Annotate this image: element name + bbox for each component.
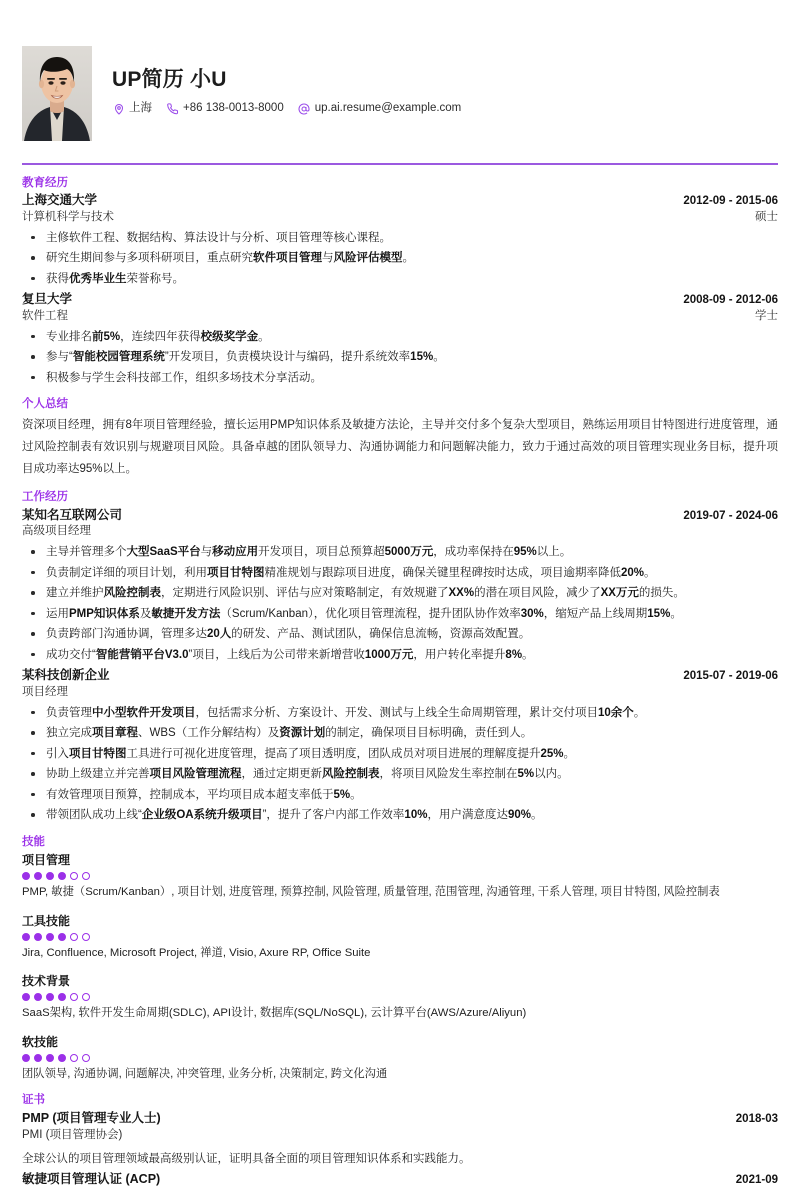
section-title-certificates: 证书: [22, 1094, 45, 1107]
skill-dot-filled: [34, 1054, 42, 1062]
skill-level-dots: [22, 1054, 778, 1062]
bullet-text: 负责制定详细的项目计划，利用: [46, 566, 207, 579]
skill-level-dots: [22, 933, 778, 941]
skill-dot-filled: [22, 993, 30, 1001]
work-bullets: [22, 703, 778, 826]
skill-dot-empty: [82, 993, 90, 1001]
skill-dot-filled: [58, 1054, 66, 1062]
skill-group: [22, 1033, 778, 1084]
education-date: 2008-09 - 2012-06: [683, 294, 778, 307]
bullet-item: [22, 347, 778, 367]
bullet-emphasis: 10余个: [598, 706, 634, 719]
education-degree: 学士: [755, 310, 778, 322]
section-work: [22, 490, 778, 826]
skill-groups: [22, 851, 778, 1083]
bullet-item: [22, 723, 778, 743]
certificate-entries: [22, 1110, 778, 1188]
education-school: 复旦大学: [22, 292, 73, 307]
skill-items-text: SaaS架构, 软件开发生命周期(SDLC), API设计, 数据库(SQL/NoSQL), 云计算平台(AWS/Azure/Aliyun): [22, 1007, 527, 1020]
education-entry-head: [22, 291, 778, 309]
bullet-text: 协助上级建立并完善: [46, 768, 150, 781]
education-bullets: [22, 228, 778, 289]
skill-dot-filled: [22, 1054, 30, 1062]
bullet-emphasis: XX万元: [600, 587, 639, 600]
bullet-emphasis: 5000万元: [384, 546, 434, 559]
work-entry: [22, 667, 778, 826]
work-entries: [22, 507, 778, 826]
bullet-text: 成功交付“: [46, 648, 96, 661]
bullet-text: （Scrum/Kanban），优化项目管理流程，提升团队协作效率: [220, 607, 521, 620]
bullet-text: 引入: [46, 747, 69, 760]
education-school: 上海交通大学: [22, 193, 98, 208]
bullet-text: ，将项目风险发生率控制在: [379, 768, 518, 781]
bullet-emphasis: 智能营销平台V3.0: [95, 648, 189, 661]
skill-dot-empty: [70, 933, 78, 941]
skill-dot-filled: [46, 1054, 54, 1062]
work-company: 某知名互联网公司: [22, 507, 123, 522]
bullet-emphasis: XX%: [448, 587, 475, 600]
bullet-text: 。: [563, 747, 576, 760]
bullet-text: 的潜在项目风险，减少了: [474, 587, 601, 600]
skill-level-dots: [22, 872, 778, 880]
work-entry-sub: [22, 524, 778, 540]
bullet-emphasis: 15%: [647, 607, 671, 620]
bullet-item: [22, 228, 778, 248]
bullet-text: ，连续四年获得: [120, 330, 201, 343]
education-bullets: [22, 327, 778, 388]
bullet-text: 。: [433, 351, 445, 364]
bullet-emphasis: 优秀毕业生: [69, 272, 127, 285]
skill-group-name: 工具技能: [22, 913, 71, 928]
bullet-text: 精准规划与跟踪项目进度，确保关键里程碑按时达成，项目逾期率降低: [264, 566, 621, 579]
skill-dot-filled: [46, 872, 54, 880]
certificate-issuer: PMI (项目管理协会): [22, 1129, 123, 1142]
work-entry-head: [22, 667, 778, 685]
skill-dot-filled: [46, 993, 54, 1001]
skill-group: [22, 972, 778, 1023]
section-title-skills: 技能: [22, 835, 45, 848]
bullet-text: 的制定，确保项目目标明确，责任到人。: [325, 727, 533, 740]
education-entry-sub: [22, 210, 778, 226]
bullet-emphasis: 项目甘特图: [207, 566, 265, 579]
bullet-text: 。: [350, 788, 362, 801]
bullet-text: 以上。: [536, 546, 572, 559]
bullet-text: ，定期进行风险识别、评估与应对策略制定，有效规避了: [161, 587, 449, 600]
bullet-emphasis: 90%: [507, 809, 531, 822]
skill-group-name: 项目管理: [22, 853, 71, 868]
identity-block: [112, 67, 475, 119]
section-title-summary: 个人总结: [22, 398, 68, 411]
bullet-emphasis: 1000万元: [364, 648, 414, 661]
work-bullets: [22, 542, 778, 665]
bullet-text: 。: [633, 706, 646, 719]
bullet-text: 积极参与学生会科技部工作，组织多场技术分享活动。: [46, 371, 322, 384]
skill-dot-empty: [82, 872, 90, 880]
bullet-text: 专业排名: [46, 330, 92, 343]
skill-items-text: PMP, 敏捷（Scrum/Kanban）, 项目计划, 进度管理, 预算控制, 风险管理, 质量管理, 范围管理, 沟通管理, 干系人管理, 项目甘特图, 风险控制表: [22, 886, 720, 899]
certificate-name: PMP (项目管理专业人士): [22, 1110, 161, 1125]
education-date: 2012-09 - 2015-06: [683, 195, 778, 208]
bullet-item: [22, 563, 778, 583]
bullet-emphasis: 中小型软件开发项目: [92, 706, 196, 719]
section-title-work: 工作经历: [22, 491, 68, 504]
certificate-date: 2018-03: [735, 1112, 778, 1125]
education-major: 软件工程: [22, 310, 68, 322]
bullet-text: ，用户转化率提升: [413, 648, 506, 661]
skill-items-text: 团队领导, 沟通协调, 问题解决, 冲突管理, 业务分析, 决策制定, 跨文化沟通: [22, 1067, 388, 1080]
education-entry-sub: [22, 309, 778, 325]
bullet-item: [22, 269, 778, 289]
bullet-item: [22, 703, 778, 723]
bullet-text: 研究生期间参与多项科研项目，重点研究: [46, 252, 253, 265]
bullet-text: ”开发项目，负责模块设计与编码，提升系统效率: [164, 351, 411, 364]
bullet-emphasis: 8%: [505, 648, 523, 661]
bullet-text: 以内。: [534, 768, 569, 781]
contact-email: [298, 103, 462, 116]
header-divider: [22, 163, 778, 165]
bullet-emphasis: 前5%: [92, 330, 121, 343]
bullet-emphasis: 30%: [520, 607, 544, 620]
certificate-entry: [22, 1110, 778, 1169]
bullet-text: 。: [530, 809, 543, 822]
bullet-text: ，缩短产品上线周期: [543, 607, 648, 620]
resume-header: [22, 0, 778, 141]
bullet-emphasis: 项目章程: [92, 727, 138, 740]
bullet-item: [22, 604, 778, 624]
section-skills: [22, 835, 778, 1084]
bullet-item: [22, 583, 778, 603]
work-role: 高级项目经理: [22, 525, 91, 538]
bullet-emphasis: 大型SaaS平台: [126, 546, 201, 559]
bullet-emphasis: 20%: [621, 566, 645, 579]
certificate-name: 敏捷项目管理认证 (ACP): [22, 1171, 161, 1186]
bullet-text: 建立并维护: [46, 587, 104, 600]
work-date: 2015-07 - 2019-06: [683, 670, 778, 683]
work-entry-head: [22, 507, 778, 525]
education-entry: [22, 192, 778, 289]
skill-dot-filled: [34, 993, 42, 1001]
skill-items-text: Jira, Confluence, Microsoft Project, 禅道, Visio, Axure RP, Office Suite: [22, 946, 371, 959]
bullet-emphasis: 10%: [404, 809, 428, 822]
bullet-text: 荣誉称号。: [126, 272, 184, 285]
bullet-text: 有效管理项目预算，控制成本，平均项目成本超支率低于: [46, 788, 334, 801]
bullet-emphasis: 20人: [207, 628, 232, 641]
bullet-emphasis: 风险控制表: [322, 768, 380, 781]
skill-dot-filled: [22, 872, 30, 880]
skill-dot-filled: [46, 933, 54, 941]
bullet-text: 开发项目，项目总预算超: [258, 546, 385, 559]
bullet-text: 及: [139, 607, 152, 620]
skill-dot-filled: [34, 933, 42, 941]
bullet-emphasis: 敏捷开发方法: [151, 607, 221, 620]
bullet-emphasis: 智能校园管理系统: [72, 351, 165, 364]
bullet-text: 。: [522, 648, 534, 661]
bullet-item: [22, 624, 778, 644]
education-degree: 硕士: [755, 210, 778, 223]
bullet-emphasis: 资源计划: [279, 727, 326, 740]
bullet-item: [22, 744, 778, 764]
contact-location-text: 上海: [129, 102, 152, 115]
contact-phone-text: +86 138-0013-8000: [183, 102, 284, 115]
bullet-text: ，用户满意度达: [427, 809, 508, 822]
skill-dot-filled: [58, 872, 66, 880]
bullet-emphasis: 校级奖学金: [200, 330, 259, 343]
bullet-text: 的损失。: [638, 587, 685, 600]
section-title-education: 教育经历: [22, 176, 68, 189]
education-entry-head: [22, 192, 778, 210]
skill-dot-filled: [58, 933, 66, 941]
bullet-text: 负责管理: [46, 706, 92, 719]
section-summary: [22, 397, 778, 480]
contact-phone: [166, 103, 284, 116]
bullet-text: ”项目，上线后为公司带来新增营收: [188, 648, 365, 661]
page-title: UP简历 小U: [112, 68, 227, 92]
skill-dot-filled: [22, 933, 30, 941]
bullet-item: [22, 327, 778, 347]
bullet-text: 主导并管理多个: [46, 546, 127, 559]
certificate-description: 全球公认的项目管理领域最高级别认证，证明具备全面的项目管理知识体系和实践能力。: [22, 1153, 471, 1166]
bullet-text: 与: [322, 252, 334, 265]
skill-dot-empty: [82, 1054, 90, 1062]
education-entry: [22, 291, 778, 388]
work-entry-sub: [22, 685, 778, 701]
location-pin-icon: [112, 103, 125, 116]
skill-group-name: 软技能: [22, 1034, 59, 1049]
bullet-text: 。: [644, 566, 656, 579]
work-date: 2019-07 - 2024-06: [683, 509, 778, 522]
bullet-text: 运用: [46, 607, 69, 620]
at-sign-icon: [298, 103, 311, 116]
skill-dot-empty: [70, 1054, 78, 1062]
section-education: [22, 176, 778, 389]
bullet-item: [22, 368, 778, 388]
bullet-text: 、WBS（工作分解结构）及: [138, 727, 280, 740]
bullet-emphasis: 95%: [513, 546, 537, 559]
bullet-emphasis: 软件项目管理: [253, 252, 322, 265]
bullet-emphasis: 15%: [410, 351, 434, 364]
contact-list: [112, 103, 475, 116]
certificate-head: [22, 1171, 778, 1188]
bullet-text: 参与“: [46, 351, 73, 364]
bullet-emphasis: 风险控制表: [103, 587, 161, 600]
bullet-text: 。: [258, 330, 270, 343]
skill-group: [22, 912, 778, 963]
skill-group-name: 技术背景: [22, 974, 71, 989]
contact-location: [112, 103, 152, 116]
skill-dot-filled: [58, 993, 66, 1001]
bullet-text: ，成功率保持在: [433, 546, 514, 559]
bullet-emphasis: 风险评估模型: [333, 252, 403, 265]
bullet-item: [22, 764, 778, 784]
education-major: 计算机科学与技术: [22, 210, 114, 223]
bullet-emphasis: PMP知识体系: [69, 607, 140, 620]
skill-dot-empty: [82, 933, 90, 941]
bullet-text: ，通过定期更新: [241, 768, 322, 781]
contact-email-text: up.ai.resume@example.com: [314, 102, 462, 115]
bullet-item: [22, 785, 778, 805]
bullet-emphasis: 企业级OA系统升级项目: [141, 809, 263, 822]
section-certificates: [22, 1093, 778, 1188]
certificate-head: [22, 1110, 778, 1128]
bullet-text: 。: [670, 607, 682, 620]
bullet-text: 。: [402, 252, 414, 265]
skill-dot-filled: [34, 872, 42, 880]
bullet-text: 的研发、产品、测试团队，确保信息流畅，资源高效配置。: [231, 628, 531, 641]
bullet-text: ，包括需求分析、方案设计、开发、测试与上线全生命周期管理，累计交付项目: [195, 706, 598, 719]
skill-level-dots: [22, 993, 778, 1001]
bullet-item: [22, 248, 778, 268]
bullet-text: 独立完成: [46, 727, 92, 740]
bullet-emphasis: 项目甘特图: [69, 747, 127, 760]
work-company: 某科技创新企业: [22, 668, 110, 683]
skill-dot-empty: [70, 993, 78, 1001]
bullet-item: [22, 645, 778, 665]
summary-text: 资深项目经理，拥有8年项目管理经验，擅长运用PMP知识体系及敏捷方法论，主导并交付多个复杂大型项目，熟练运用项目甘特图进行进度管理，通过风险控制表有效识别与规避项目风险。具备卓越的团队领导力、沟通协调能力和问题解决能力，致力于通过高效的项目管理实现业务目标，提升项目成功率达95%以上。: [22, 418, 778, 475]
skill-group: [22, 851, 778, 902]
bullet-text: ”，提升了客户内部工作效率: [262, 809, 405, 822]
certificate-entry: [22, 1171, 778, 1188]
education-entries: [22, 192, 778, 388]
bullet-emphasis: 25%: [540, 747, 564, 760]
bullet-text: 负责跨部门沟通协调，管理多达: [46, 628, 207, 641]
avatar: [22, 46, 92, 141]
bullet-emphasis: 移动应用: [212, 546, 259, 559]
bullet-text: 获得: [46, 272, 69, 285]
phone-icon: [166, 103, 179, 116]
bullet-item: [22, 542, 778, 562]
bullet-emphasis: 5%: [517, 768, 535, 781]
bullet-emphasis: 5%: [333, 788, 351, 801]
certificate-date: 2021-09: [735, 1173, 778, 1186]
bullet-text: 带领团队成功上线“: [46, 809, 142, 822]
bullet-text: 主修软件工程、数据结构、算法设计与分析、项目管理等核心课程。: [46, 231, 391, 244]
skill-dot-empty: [70, 872, 78, 880]
bullet-text: 工具进行可视化进度管理，提高了项目透明度，团队成员对项目进展的理解度提升: [126, 747, 541, 760]
work-role: 项目经理: [22, 685, 68, 698]
work-entry: [22, 507, 778, 666]
bullet-item: [22, 805, 778, 825]
bullet-emphasis: 项目风险管理流程: [149, 768, 242, 781]
bullet-text: 与: [200, 546, 213, 559]
